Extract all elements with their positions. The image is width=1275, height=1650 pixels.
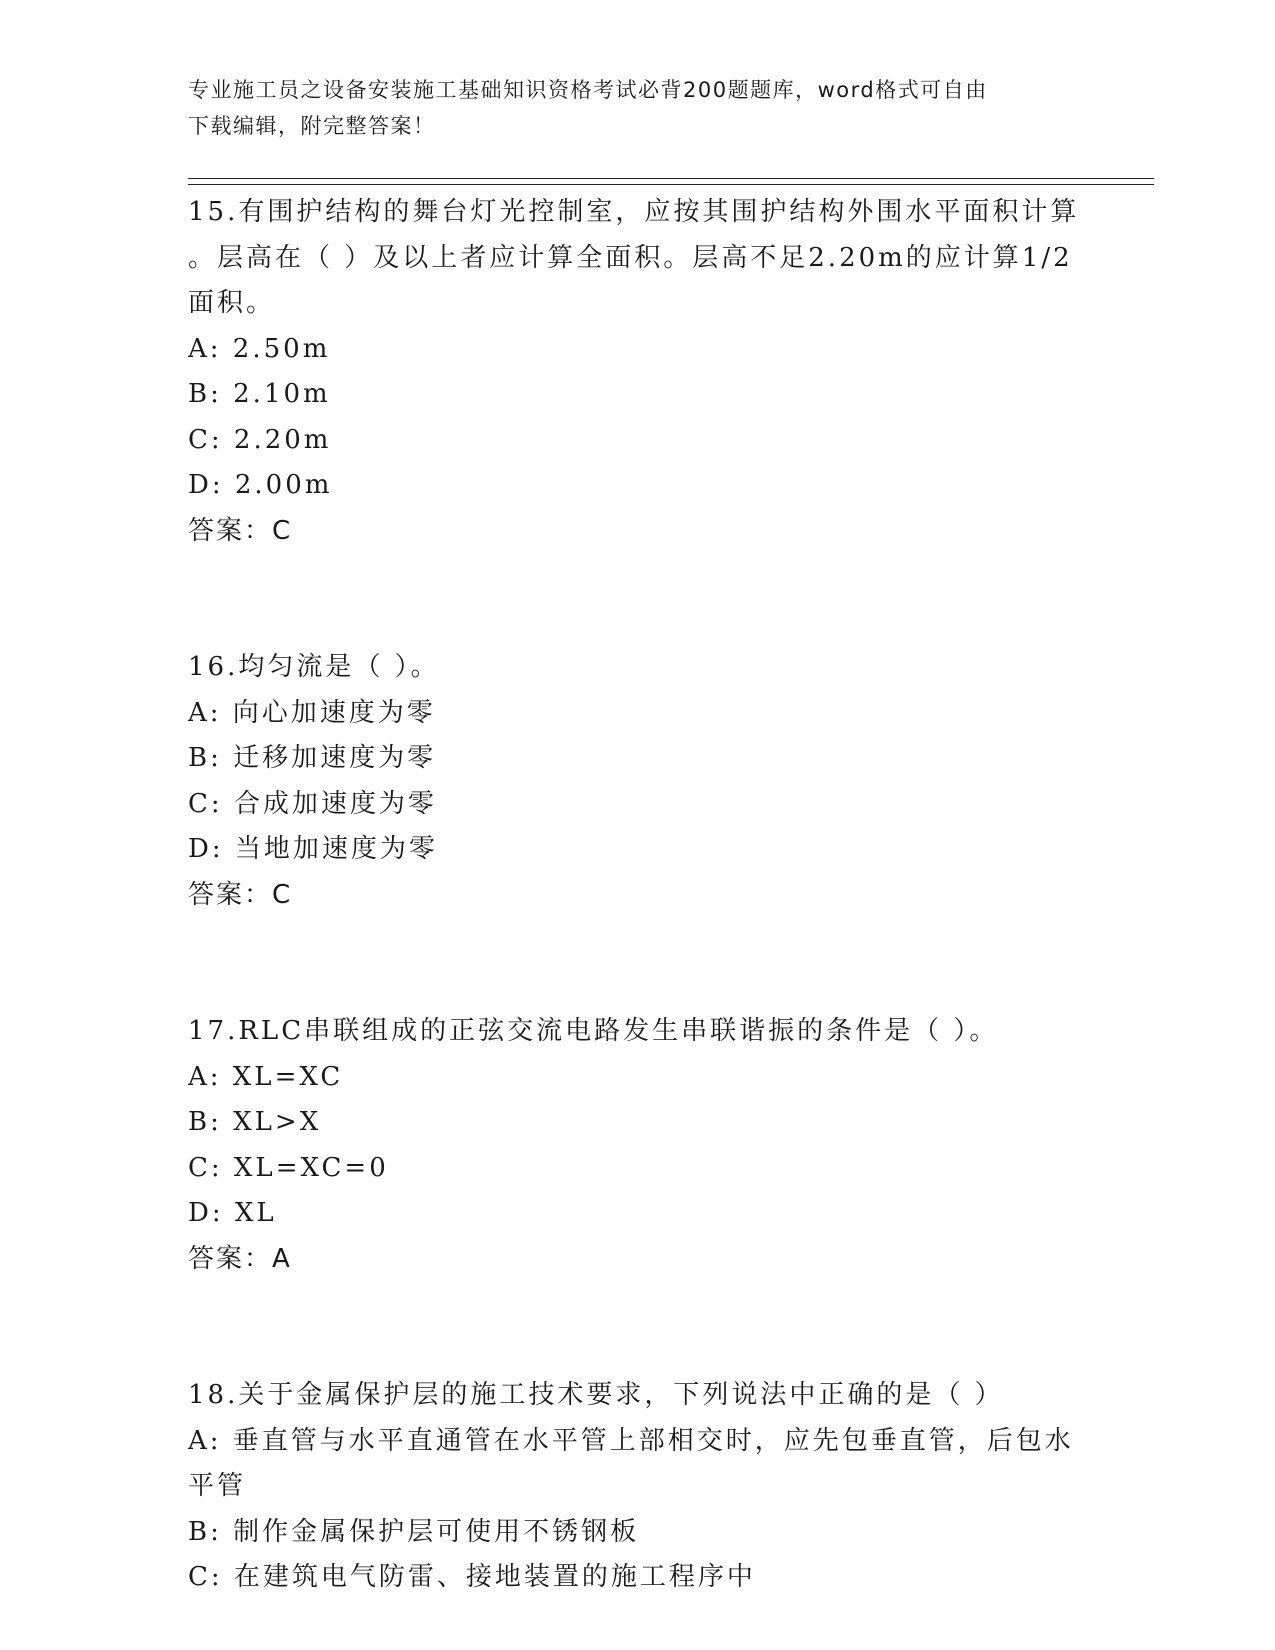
- question-16-option-b: B: 迁移加速度为零: [188, 743, 437, 773]
- question-15-stem-line-2: 。层高在（ ）及以上者应计算全面积。层高不足2.20m的应计算1/2: [188, 242, 1073, 273]
- question-15-option-a: A: 2.50m: [188, 333, 331, 364]
- question-17-option-d: D: XL: [188, 1198, 277, 1228]
- question-15-option-d: D: 2.00m: [188, 470, 333, 500]
- question-18-option-c: C: 在建筑电气防雷、接地装置的施工程序中: [188, 1562, 756, 1592]
- spacer: [188, 1282, 1088, 1373]
- question-16-stem: 16.均匀流是（ ）。: [188, 652, 440, 682]
- question-18-option-b: B: 制作金属保护层可使用不锈钢板: [188, 1516, 640, 1547]
- question-17-answer: 答案：A: [188, 1243, 292, 1274]
- document-header: [188, 72, 1068, 144]
- spacer: [188, 554, 1088, 645]
- spacer: [188, 918, 1088, 1009]
- question-16-option-c: C: 合成加速度为零: [188, 788, 437, 819]
- question-18-option-a-continued: 平管: [188, 1471, 247, 1501]
- question-15-option-b: B: 2.10m: [188, 379, 331, 409]
- question-16-option-d: D: 当地加速度为零: [188, 834, 438, 864]
- header-line-1: 专业施工员之设备安装施工基础知识资格考试必背200题题库，word格式可自由: [188, 78, 988, 102]
- question-15-answer: 答案：C: [188, 515, 293, 546]
- question-17: [188, 1009, 1088, 1282]
- question-list: [188, 190, 1088, 1601]
- question-15: [188, 190, 1088, 554]
- header-divider-top: [188, 178, 1154, 179]
- question-16-answer: 答案：C: [188, 879, 293, 910]
- question-16: [188, 645, 1088, 918]
- question-17-stem: 17.RLC串联组成的正弦交流电路发生串联谐振的条件是（ ）。: [188, 1016, 999, 1046]
- question-18-option-a: A: 垂直管与水平直通管在水平管上部相交时，应先包垂直管，后包水: [188, 1425, 1074, 1456]
- question-15-option-c: C: 2.20m: [188, 424, 332, 455]
- question-17-option-b: B: XL>X: [188, 1107, 322, 1137]
- question-15-stem-line-1: 15.有围护结构的舞台灯光控制室，应按其围护结构外围水平面积计算: [188, 197, 1080, 227]
- question-17-option-a: A: XL=XC: [188, 1061, 344, 1092]
- question-17-option-c: C: XL=XC=0: [188, 1152, 389, 1183]
- header-line-2: 下载编辑，附完整答案！: [188, 114, 436, 138]
- header-divider-bottom: [188, 184, 1154, 185]
- question-18: [188, 1373, 1088, 1601]
- question-18-stem: 18.关于金属保护层的施工技术要求，下列说法中正确的是（ ）: [188, 1380, 1004, 1410]
- question-16-option-a: A: 向心加速度为零: [188, 697, 436, 728]
- question-15-stem-line-3: 面积。: [188, 288, 276, 318]
